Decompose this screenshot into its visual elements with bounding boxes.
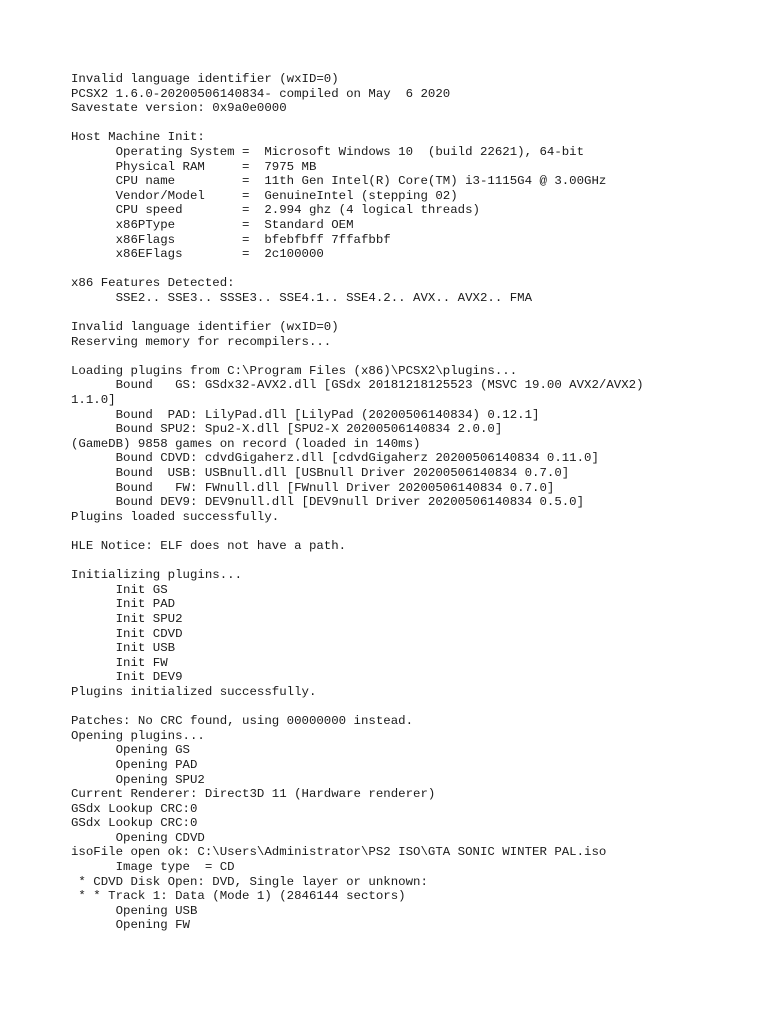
log-line: Opening USB bbox=[71, 903, 198, 918]
log-line: (GameDB) 9858 games on record (loaded in 140ms) bbox=[71, 436, 421, 451]
log-line: Opening PAD bbox=[71, 757, 198, 772]
log-line: x86 Features Detected: bbox=[71, 276, 235, 291]
log-line bbox=[71, 262, 761, 277]
log-line: Loading plugins from C:\Program Files (x86)\PCSX2\plugins... bbox=[71, 363, 518, 378]
log-line: * * Track 1: Data (Mode 1) (2846144 sectors) bbox=[71, 889, 406, 904]
log-line: Init FW bbox=[71, 655, 168, 670]
log-line: Init DEV9 bbox=[71, 670, 183, 685]
log-line: Physical RAM = 7975 MB bbox=[71, 159, 317, 174]
log-line: Opening FW bbox=[71, 918, 190, 933]
log-line: Bound USB: USBnull.dll [USBnull Driver 20200506140834 0.7.0] bbox=[71, 466, 570, 481]
log-line: Current Renderer: Direct3D 11 (Hardware renderer) bbox=[71, 787, 436, 802]
log-line bbox=[71, 554, 761, 569]
log-line: PCSX2 1.6.0-20200506140834- compiled on May 6 2020 bbox=[71, 86, 451, 101]
log-line bbox=[71, 700, 761, 715]
log-line: CPU name = 11th Gen Intel(R) Core(TM) i3-1115G4 @ 3.00GHz bbox=[71, 174, 607, 189]
log-line: x86EFlags = 2c100000 bbox=[71, 247, 324, 262]
log-line: Opening CDVD bbox=[71, 830, 205, 845]
log-line: Initializing plugins... bbox=[71, 568, 243, 583]
log-line bbox=[71, 349, 761, 364]
log-line: Operating System = Microsoft Windows 10 (build 22621), 64-bit bbox=[71, 144, 585, 159]
log-line: Opening GS bbox=[71, 743, 190, 758]
log-line: Init GS bbox=[71, 582, 168, 597]
log-line: Bound CDVD: cdvdGigaherz.dll [cdvdGigaherz 20200506140834 0.11.0] bbox=[71, 451, 599, 466]
log-line bbox=[71, 306, 761, 321]
log-line: Invalid language identifier (wxID=0) bbox=[71, 320, 339, 335]
log-line: GSdx Lookup CRC:0 bbox=[71, 816, 198, 831]
log-line: Bound DEV9: DEV9null.dll [DEV9null Driver 20200506140834 0.5.0] bbox=[71, 495, 585, 510]
log-line bbox=[71, 116, 761, 131]
log-line: Invalid language identifier (wxID=0) bbox=[71, 72, 339, 86]
log-line: GSdx Lookup CRC:0 bbox=[71, 801, 198, 816]
log-line: 1.1.0] bbox=[71, 393, 116, 408]
log-line: Patches: No CRC found, using 00000000 instead. bbox=[71, 714, 414, 729]
log-line: Host Machine Init: bbox=[71, 130, 205, 145]
log-line: * CDVD Disk Open: DVD, Single layer or unknown: bbox=[71, 874, 428, 889]
log-line: Vendor/Model = GenuineIntel (stepping 02) bbox=[71, 188, 458, 203]
log-line: HLE Notice: ELF does not have a path. bbox=[71, 539, 347, 553]
log-line: Init USB bbox=[71, 641, 176, 656]
log-line: Reserving memory for recompilers... bbox=[71, 334, 332, 349]
log-line: Plugins loaded successfully. bbox=[71, 509, 280, 524]
log-line: Init SPU2 bbox=[71, 611, 183, 626]
log-line: x86PType = Standard OEM bbox=[71, 217, 354, 232]
log-line: Bound FW: FWnull.dll [FWnull Driver 20200506140834 0.7.0] bbox=[71, 480, 555, 495]
log-line: Opening SPU2 bbox=[71, 772, 205, 787]
log-line: Bound GS: GSdx32-AVX2.dll [GSdx 20181218125523 (MSVC 19.00 AVX2/AVX2) bbox=[71, 378, 644, 393]
log-line: Init CDVD bbox=[71, 626, 183, 641]
log-line: Savestate version: 0x9a0e0000 bbox=[71, 101, 287, 116]
log-line: Bound SPU2: Spu2-X.dll [SPU2-X 20200506140834 2.0.0] bbox=[71, 422, 503, 437]
log-line bbox=[71, 524, 761, 539]
console-log bbox=[71, 72, 761, 933]
log-line: Init PAD bbox=[71, 597, 176, 612]
log-line: SSE2.. SSE3.. SSSE3.. SSE4.1.. SSE4.2.. AVX.. AVX2.. FMA bbox=[71, 290, 533, 305]
log-line: isoFile open ok: C:\Users\Administrator\PS2 ISO\GTA SONIC WINTER PAL.iso bbox=[71, 845, 607, 860]
log-line: CPU speed = 2.994 ghz (4 logical threads) bbox=[71, 203, 480, 218]
log-line: Plugins initialized successfully. bbox=[71, 684, 317, 699]
log-line: Opening plugins... bbox=[71, 728, 205, 743]
log-line: Bound PAD: LilyPad.dll [LilyPad (20200506140834) 0.12.1] bbox=[71, 407, 540, 422]
log-line: x86Flags = bfebfbff 7ffafbbf bbox=[71, 232, 391, 247]
log-line: Image type = CD bbox=[71, 860, 235, 875]
